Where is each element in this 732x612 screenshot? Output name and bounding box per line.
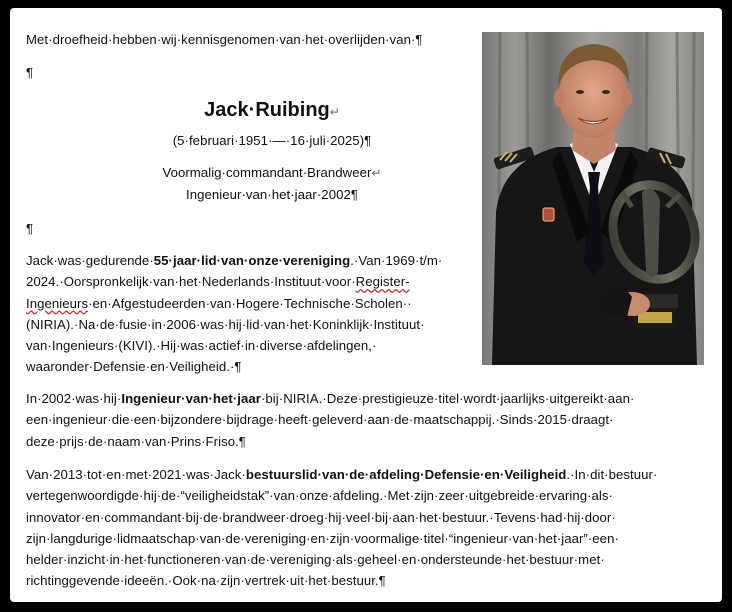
role-line-1 (110, 162, 434, 184)
paragraph-board (26, 464, 706, 592)
p1-bold-membership: 55·jaar·lid·van·onze·vereniging (153, 253, 351, 268)
portrait-photo (482, 32, 704, 365)
role-line-1-text: Voormalig·commandant·Brandweer (162, 165, 372, 180)
p1-text-c: .·Van·1969·t/m· (350, 253, 443, 268)
p1-line6: waaronder·Defensie·en·Veiligheid.·¶ (26, 359, 242, 375)
intro-line: Met·droefheid·hebben·wij·kennisgenomen·van·het·overlijden·van·¶ (26, 32, 423, 47)
p2-bold-title: Ingenieur·van·het·jaar (121, 391, 261, 406)
portrait-illustration (482, 32, 704, 365)
p3-text-a: Van·2013·tot·en·met·2021·was·Jack· (26, 467, 246, 482)
p1-line5: van·Ingenieurs·(KIVI).·Hij·was·actief·in·diverse·afdelingen,· (26, 338, 377, 354)
p2-line2: een·ingenieur·die·een·bijzondere·bijdrage·heeft·geleverd·aan·de·maatschappij.·Sinds·2015·draagt· (26, 412, 614, 428)
p3-line6: richtinggevende·ideeën.·Ook·na·zijn·vertrek·uit·het·bestuur.¶ (26, 573, 386, 589)
empty-paragraph-mark: ¶ (26, 65, 34, 80)
p1-line2: 2024.·Oorspronkelijk·van·het·Nederlands·Instituut·voor· (26, 274, 356, 290)
p2-line3: deze·prijs·de·naam·van·Prins·Friso.¶ (26, 433, 246, 449)
p3-bold-board: bestuurslid·van·de·afdeling·Defensie·en·Veiligheid (245, 467, 567, 482)
p1-spellcheck-word: Register- (355, 274, 410, 290)
p3-line3: innovator·en·commandant·bij·de·brandweer·droeg·hij·veel·bij·aan·het·bestuur.·Tevens·had·hij·door· (26, 509, 616, 525)
p2-text-c: ·bij·NIRIA.·Deze·prestigieuze·titel·wordt·jaarlijks·uitgereikt·aan· (260, 391, 635, 406)
line-break-mark: ↵ (329, 105, 340, 119)
p3-text-c: .·In·dit·bestuur· (566, 467, 658, 482)
p3-line2: vertegenwoordigde·hij·de·“veiligheidstak”·van·onze·afdeling.·Met·zijn·zeer·uitgebreide·ervaring·als· (26, 488, 613, 504)
p3-line5: helder·inzicht·in·het·functioneren·van·de·vereniging·als·geheel·en·ondersteunde·het·bestuur·met· (26, 552, 605, 568)
paragraph-membership (26, 250, 486, 378)
person-name: Jack·Ruibing (204, 99, 330, 121)
p2-text-a: In·2002·was·hij· (26, 391, 122, 406)
empty-paragraph-mark-2: ¶ (26, 221, 34, 236)
role-line-2: Ingenieur·van·het·jaar·2002¶ (186, 187, 358, 202)
p1-line3: ·en·Afgestudeerden·van·Hogere·Technische·Scholen·· (88, 295, 412, 311)
p1-spellcheck-word-2: Ingenieurs (26, 295, 89, 311)
line-break-mark-2: ↵ (371, 166, 382, 180)
paragraph-award (26, 388, 706, 452)
document-page (10, 8, 722, 602)
p1-text-a: Jack·was·gedurende· (26, 253, 154, 268)
p3-line4: zijn·langdurige·lidmaatschap·van·de·vereniging·en·zijn·voormalige·titel·“ingenieur·van·het·jaar”·een· (26, 530, 619, 546)
name-heading (110, 96, 434, 126)
p1-line4: (NIRIA).·Na·de·fusie·in·2006·was·hij·lid·van·het·Koninklijk·Instituut· (26, 316, 425, 332)
life-dates: (5·februari·1951·—·16·juli·2025)¶ (172, 133, 372, 148)
